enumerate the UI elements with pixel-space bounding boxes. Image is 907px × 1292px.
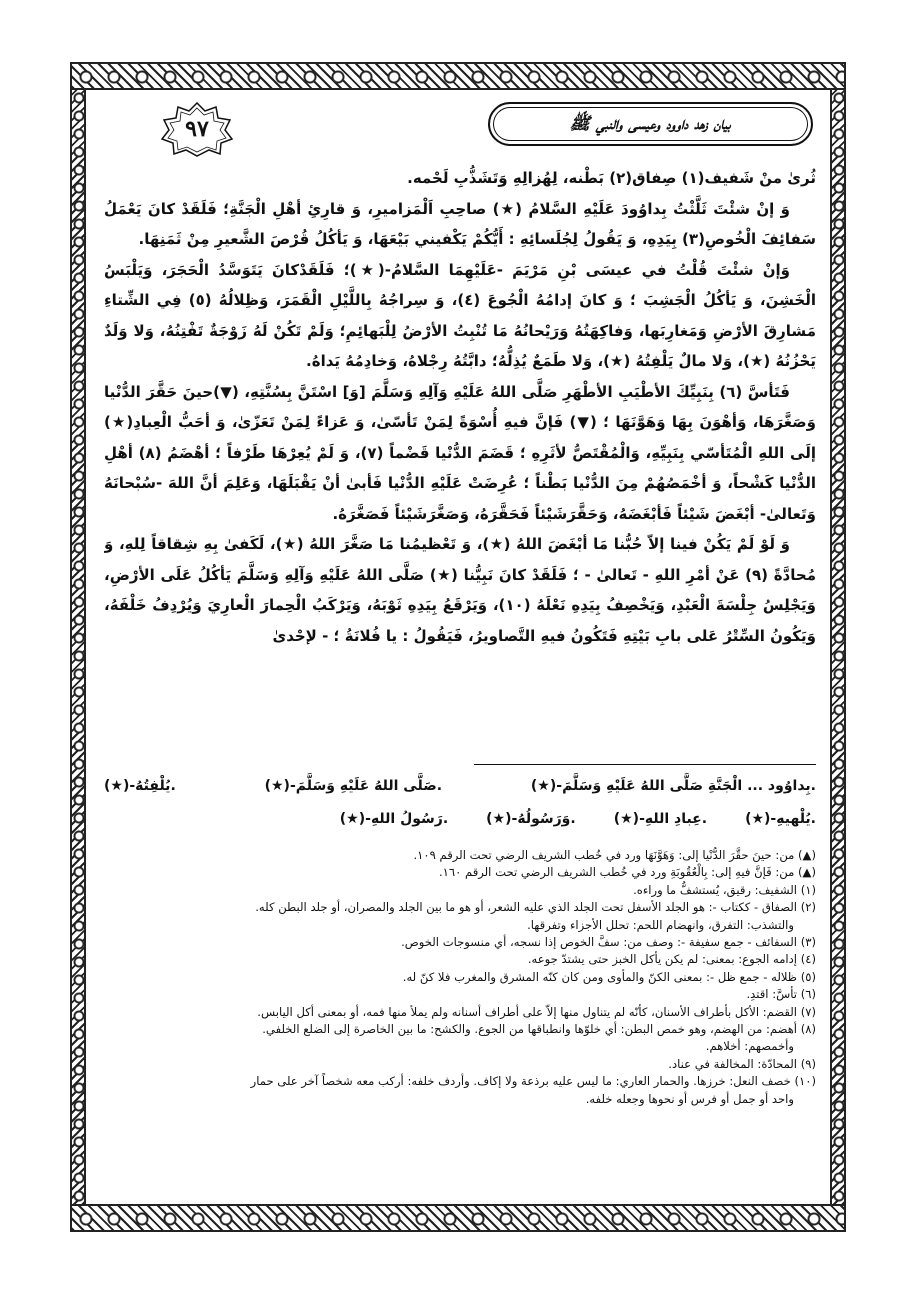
main-text	[104, 163, 816, 763]
paragraph-4: فَتَأسَّ (٦) بِنَبِيِّكَ الأطْيَبِ الأطْهَرِ صَلَّى اللهُ عَلَيْهِ وَآلِهِ وَسَلَّمَ [وَ] اسْتَنَّ بِسُنَّتِهِ، (▼)حينَ حَقَّرَ الدُّنْيا وَصَغَّرَهَا، وَأهْوَنَ بِهَا وَهَوَّنَهَا ؛ (▼) فَإنَّ فيهِ أُسْوَةً لِمَنْ تَأسّىٰ، وَ عَزاءً لِمَنْ تَعَزّىٰ، وَ أحَبُّ الْعِبادِ(★) إلَى اللهِ الْمُتَأسّي بِنَبِيِّهِ، وَالْمُقْتَصُّ لأثَرِهِ ؛ قَضَمَ الدُّنْيا قَضْماً (٧)، وَ لَمْ يُعِرْهَا طَرْفاً ؛ أهْضَمُ (٨) أهْلِ الدُّنْيا كَشْحاً، وَ أخْمَصُهُمْ مِنَ الدُّنْيا بَطْناً ؛ عُرِضَتْ عَلَيْهِ الدُّنْيا فَأبىٰ أنْ يَقْبَلَهَا، وَعَلِمَ أنَّ اللهَ -سُبْحانَهُ وَتَعالىٰ- أبْغَضَ شَيْئاً فَأبْغَضَهُ، وَحَقَّرَشَيْئاً فَحَقَّرَهُ، وَصَغَّرَشَيْئاً فَصَغَّرَهُ.	[104, 382, 816, 523]
footnote: (▲) من: حينَ حقَّرَ الدُّنْيا إلى: وَهَوَّنَهَا ورد في خُطب الشريف الرضي تحت الرقم ١٠٩.	[413, 848, 816, 862]
footnote-continuation: واحد أو جمل أو فرس أو نحوها وجعله خلفه.	[585, 1091, 794, 1106]
footnote: (٣) السفائف - جمع سفيفة -: وصف من: سفَّ الخوص إذا نسجه، أي منسوجات الخوص.	[401, 935, 816, 950]
ornamental-border-left	[70, 88, 86, 1206]
variant-note: (★)-بِداوُود ... الْجَنَّةِ صَلَّى اللهُ عَلَيْهِ وَسَلَّمَ.	[530, 778, 816, 794]
footnote: (٧) القضم: الأكل بأطراف الأسنان، كأنّه لم يتناول منها إلاّ على أطراف أسنانه ولم يملأ منها فمه، أو بمعنى أكل اليابس.	[257, 1004, 816, 1019]
page-title: بيان زهد داوود وعيسى والنبي ﷺ	[569, 114, 731, 134]
footnote-divider	[474, 764, 816, 765]
ornamental-border-bottom	[70, 1204, 846, 1232]
footnote: (٦) تأسَّ: اقتدِ.	[746, 987, 816, 1002]
footnote: (١٠) خصف النعل: خرزها. والحمار العاري: ما ليس عليه برذعة ولا إكاف. وأردف خلفه: أركب معه شخصاً آخر على حمار	[250, 1074, 816, 1089]
footnotes	[104, 847, 816, 1199]
variant-note: (★)-يُلْهيهِ.	[745, 811, 816, 827]
ornamental-border-top	[70, 62, 846, 90]
paragraph-2: وَ إنْ شئْتَ ثَلَّثْتُ بِداوُودَ عَلَيْهِ السَّلامُ (★) صاحِبِ اَلْمَزامیرِ، وَ قارِئِ أهْلِ الْجَنَّةِ؛ فَلَقَدْ كانَ يَعْمَلُ سَفائِفَ الْخُوصِ(٣) بِيَدِهِ، وَ يَقُولُ لِجُلَسائِهِ : أَيُّكُمْ يَكْفيني بَيْعَهَا، وَ يَأكُلُ قُرْصَ الشَّعيرِ مِنْ ثَمَنِهَا.	[104, 199, 816, 248]
paragraph-3: وَإنْ شئْتَ قُلْتُ في عيسَى بْنِ مَرْيَمَ -عَلَيْهِمَا السَّلامُ-(★)؛ فَلَقَدْكانَ يَتَوَسَّدُ الْحَجَرَ، وَيَلْبَسُ الْخَشِنَ، وَ يَأكُلُ الْجَشِبَ ؛ وَ كانَ إدامُهُ الْجُوعَ (٤)، وَ سِراجُهُ بِاللَّيْلِ الْقَمَرَ، وَظِلالُهُ (٥) فِي الشِّتاءِ مَشارِقَ الأرْضِ وَمَغارِبَها، وَفاكِهَتُهُ وَرَيْحانُهُ مَا تُنْبِتُ الأرْضُ لِلْبَهائِمِ؛ وَلَمْ تَكُنْ لَهُ زَوْجَةٌ تَفْتِنُهُ، وَلا وَلَدٌ يَحْزُنُهُ (★)، وَلا مالٌ يَلْفِتُهُ (★)، وَلا طَمَعٌ يُذِلُّهُ؛ دابَّتُهُ رِجْلاهُ، وَخادِمُهُ يَداهُ.	[104, 260, 816, 370]
footnote: (٥) ظلاله - جمع ظل -: بمعنى الكنّ والمأوى ومن كان كنّه المشرق والمغرب فلا كنّ له.	[402, 969, 816, 984]
variant-notes	[104, 770, 816, 840]
footnote: (٩) المحادّة: المخالفة في عناد.	[668, 1056, 816, 1071]
footnote: (٤) إدامه الجوع: بمعنى: لم يكن يأكل الخبز حتى يشتدّ جوعه.	[527, 952, 816, 967]
footnote: (▲) من: فَإنَّ فيهِ إلى: بِالْعُقُوبَةِ ورد في خُطب الشريف الرضي تحت الرقم ١٦٠.	[438, 865, 816, 880]
variant-note: (★)-يُلْفِتُهُ.	[104, 778, 176, 794]
variant-note: (★)-رَسُولُ اللهِ.	[339, 811, 449, 827]
paragraph-1: ثُرىٰ منْ شَفيف(١) صِفاق(٢) بَطْنه، لِهُزالِهِ وَتَشَذُّبِ لَحْمه.	[407, 169, 816, 187]
ornamental-border-right	[830, 88, 846, 1206]
footnote-continuation: وأخمصهم: أخلاهم.	[705, 1039, 794, 1054]
footnote: (٨) أهضم: من الهضم، وهو خمص البطن: أي خلوّها وانطباقها من الجوع. والكشح: ما بين الخاصرة إلى الضلع الخلفي.	[262, 1022, 816, 1037]
variant-note: (★)-صَلَّى اللهُ عَلَيْهِ وَسَلَّمَ.	[264, 778, 443, 794]
footnote: (١) الشفيف: رقيق، يُستشفُّ ما وراءه.	[633, 882, 816, 897]
variant-notes-row-2	[104, 803, 816, 836]
footnote-continuation: والتشذب: التفرق، وانهضام اللحم: تحلل الأجزاء وتفرقها.	[527, 917, 794, 932]
variant-notes-row-1	[104, 770, 816, 803]
footnote: (٢) الصفاق - ككتاب -: هو الجلد الأسفل تحت الجلد الذي عليه الشعر، أو هو ما بين الجلد والمصران، أو جلد البطن كله.	[255, 900, 816, 915]
variant-note: (★)-وَرَسُولُهُ.	[486, 811, 576, 827]
page-number: ٩٧	[185, 116, 209, 142]
paragraph-5: وَ لَوْ لَمْ يَكُنْ فينا إلاّ حُبُّنا مَا أبْغَضَ اللهُ (★)، وَ تَعْظيمُنا مَا صَغَّرَ اللهُ (★)، لَكَفىٰ بِهِ شِقاقاً لِلهِ، وَ مُحادَّةً (٩) عَنْ أمْرِ اللهِ - تَعالىٰ - ؛ فَلَقَدْ كانَ نَبِيُّنا (★) صَلَّى اللهُ عَلَيْهِ وَآلِهِ وَسَلَّمَ يَأكُلُ عَلَى الأرْضِ، وَيَجْلِسُ جِلْسَةَ الْعَبْدِ، وَيَخْصِفُ بِيَدِهِ نَعْلَهُ (١٠)، وَيَرْقَعُ بِيَدِهِ ثَوْبَهُ، وَيَرْكَبُ الْحِمارَ الْعارِيَ وَيُرْدِفُ خَلْفَهُ، وَيَكُونُ السِّتْرُ عَلى بابِ بَيْتِهِ فَتَكُونُ فيهِ التَّصاويرُ، فَيَقُولُ : يا فُلانَةُ ؛ - لإحْدىٰ	[104, 535, 816, 645]
variant-note: (★)-عِبادِ اللهِ.	[613, 811, 708, 827]
